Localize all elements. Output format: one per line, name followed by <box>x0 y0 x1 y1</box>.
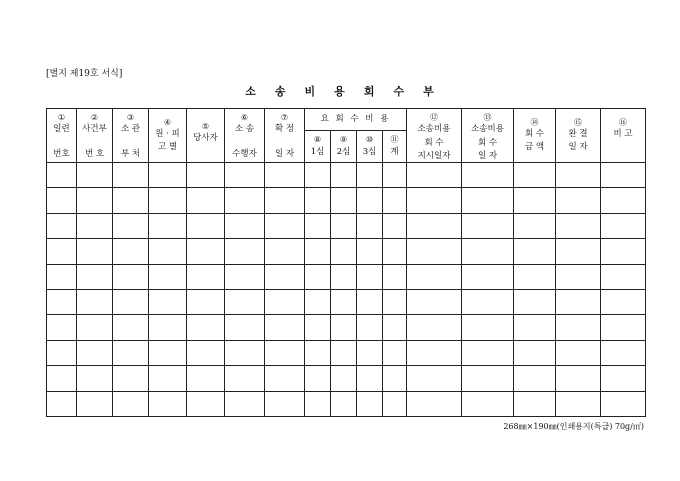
table-cell <box>225 239 265 264</box>
table-cell <box>47 163 77 188</box>
table-cell <box>357 239 383 264</box>
table-cell <box>601 366 646 391</box>
table-cell <box>305 213 331 238</box>
table-cell <box>149 289 187 314</box>
table-row <box>47 340 646 365</box>
ledger-table <box>46 108 646 417</box>
table-row <box>47 239 646 264</box>
table-cell <box>601 315 646 340</box>
table-cell <box>462 213 514 238</box>
table-cell <box>77 340 113 365</box>
table-row <box>47 264 646 289</box>
table-cell <box>305 188 331 213</box>
table-cell <box>357 163 383 188</box>
table-cell <box>357 213 383 238</box>
table-cell <box>357 366 383 391</box>
title-char: 용 <box>334 85 346 98</box>
table-cell <box>331 366 357 391</box>
table-cell <box>331 340 357 365</box>
table-cell <box>407 315 462 340</box>
table-cell <box>77 213 113 238</box>
table-cell <box>113 315 149 340</box>
table-cell <box>462 340 514 365</box>
table-cell <box>265 391 305 416</box>
table-cell <box>305 163 331 188</box>
table-cell <box>601 391 646 416</box>
table-cell <box>383 289 407 314</box>
table-cell <box>265 163 305 188</box>
table-cell <box>225 366 265 391</box>
table-cell <box>265 213 305 238</box>
table-cell <box>331 391 357 416</box>
table-cell <box>113 340 149 365</box>
table-cell <box>462 391 514 416</box>
table-cell <box>357 188 383 213</box>
table-cell <box>331 213 357 238</box>
table-cell <box>225 264 265 289</box>
table-row <box>47 315 646 340</box>
header-row-top <box>47 109 646 131</box>
table-row <box>47 289 646 314</box>
table-cell <box>225 188 265 213</box>
table-cell <box>514 188 556 213</box>
table-cell <box>225 315 265 340</box>
table-row <box>47 366 646 391</box>
table-cell <box>113 366 149 391</box>
table-cell <box>47 289 77 314</box>
table-cell <box>187 289 225 314</box>
table-cell <box>187 366 225 391</box>
table-cell <box>113 239 149 264</box>
table-cell <box>149 188 187 213</box>
table-cell <box>556 366 601 391</box>
table-cell <box>47 391 77 416</box>
table-cell <box>407 391 462 416</box>
table-cell <box>331 289 357 314</box>
table-cell <box>601 289 646 314</box>
title-char: 비 <box>304 85 317 98</box>
table-cell <box>462 163 514 188</box>
table-cell <box>305 366 331 391</box>
table-cell <box>462 366 514 391</box>
table-cell <box>407 213 462 238</box>
table-cell <box>601 264 646 289</box>
table-cell <box>187 163 225 188</box>
table-cell <box>514 239 556 264</box>
table-cell <box>407 264 462 289</box>
table-cell <box>601 188 646 213</box>
table-cell <box>383 264 407 289</box>
table-cell <box>331 188 357 213</box>
table-cell <box>149 264 187 289</box>
table-cell <box>556 289 601 314</box>
table-cell <box>187 315 225 340</box>
col-header-party: ⑤ 당사자 <box>187 109 225 163</box>
table-cell <box>514 213 556 238</box>
table-cell <box>47 213 77 238</box>
table-cell <box>187 264 225 289</box>
title-char: 소 <box>245 85 257 98</box>
table-cell <box>47 188 77 213</box>
table-cell <box>47 264 77 289</box>
table-cell <box>383 366 407 391</box>
table-cell <box>407 163 462 188</box>
table-cell <box>556 340 601 365</box>
table-cell <box>265 315 305 340</box>
table-cell <box>187 213 225 238</box>
table-cell <box>113 163 149 188</box>
table-cell <box>305 239 331 264</box>
table-row <box>47 213 646 238</box>
table-cell <box>265 340 305 365</box>
table-cell <box>556 239 601 264</box>
table-cell <box>462 264 514 289</box>
table-cell <box>601 340 646 365</box>
table-cell <box>187 239 225 264</box>
table-cell <box>149 340 187 365</box>
table-cell <box>113 188 149 213</box>
table-cell <box>305 391 331 416</box>
form-title <box>0 83 680 99</box>
table-cell <box>383 163 407 188</box>
table-cell <box>265 366 305 391</box>
table-cell <box>149 315 187 340</box>
table-cell <box>331 264 357 289</box>
table-cell <box>462 188 514 213</box>
table-cell <box>305 289 331 314</box>
table-cell <box>357 315 383 340</box>
table-cell <box>149 163 187 188</box>
table-cell <box>225 289 265 314</box>
table-cell <box>305 340 331 365</box>
table-cell <box>77 366 113 391</box>
table-cell <box>187 340 225 365</box>
table-cell <box>187 391 225 416</box>
table-cell <box>357 391 383 416</box>
table-cell <box>149 391 187 416</box>
table-cell <box>407 239 462 264</box>
paper-spec-note: 268㎜×190㎜(인쇄용지(특급) 70g/㎡) <box>503 422 644 431</box>
table-cell <box>77 264 113 289</box>
table-cell <box>514 366 556 391</box>
table-cell <box>514 340 556 365</box>
table-cell <box>331 163 357 188</box>
table-cell <box>462 239 514 264</box>
title-char: 부 <box>423 85 435 98</box>
table-cell <box>77 188 113 213</box>
table-cell <box>305 315 331 340</box>
table-cell <box>601 163 646 188</box>
table-cell <box>149 239 187 264</box>
table-cell <box>331 239 357 264</box>
table-cell <box>47 239 77 264</box>
sub-header-first-instance: ⑧ 1심 <box>305 131 331 163</box>
col-header-party-type: ④ 원 · 피 고 별 <box>149 109 187 163</box>
col-header-litigator: ⑥ 소 송 수행자 <box>225 109 265 163</box>
table-cell <box>357 340 383 365</box>
table-cell <box>77 315 113 340</box>
table-cell <box>357 289 383 314</box>
table-cell <box>305 264 331 289</box>
table-cell <box>113 289 149 314</box>
form-label: [별지 제19호 서식] <box>46 69 123 79</box>
table-cell <box>462 289 514 314</box>
table-cell <box>383 239 407 264</box>
table-cell <box>357 264 383 289</box>
table-cell <box>514 289 556 314</box>
table-cell <box>77 163 113 188</box>
sub-header-total: ⑪ 계 <box>383 131 407 163</box>
table-cell <box>113 391 149 416</box>
table-row <box>47 188 646 213</box>
col-header-completion-date: ⑮ 완 결 일 자 <box>556 109 601 163</box>
table-cell <box>514 391 556 416</box>
table-cell <box>265 188 305 213</box>
col-header-ministry: ③ 소 관 부 처 <box>113 109 149 163</box>
table-row <box>47 391 646 416</box>
table-cell <box>407 340 462 365</box>
group-header-recovery-cost: 요 회 수 비 용 <box>305 109 407 131</box>
table-cell <box>556 163 601 188</box>
table-cell <box>47 340 77 365</box>
table-cell <box>265 264 305 289</box>
title-char: 수 <box>393 85 406 98</box>
table-cell <box>77 289 113 314</box>
col-header-serial-number: ① 일련 번호 <box>47 109 77 163</box>
table-cell <box>601 239 646 264</box>
table-cell <box>383 315 407 340</box>
col-header-instruction-date: ⑫ 소송비용 회 수 지시일자 <box>407 109 462 163</box>
table-cell <box>514 163 556 188</box>
table-cell <box>149 366 187 391</box>
table-cell <box>556 391 601 416</box>
table-cell <box>514 264 556 289</box>
col-header-remarks: ⑯ 비 고 <box>601 109 646 163</box>
table-cell <box>225 391 265 416</box>
table-cell <box>47 315 77 340</box>
col-header-recovery-date: ⑬ 소송비용 회 수 일 자 <box>462 109 514 163</box>
sub-header-second-instance: ⑨ 2심 <box>331 131 357 163</box>
table-cell <box>383 391 407 416</box>
table-cell <box>407 188 462 213</box>
table-cell <box>383 213 407 238</box>
table-cell <box>149 213 187 238</box>
table-cell <box>47 366 77 391</box>
table-cell <box>383 340 407 365</box>
title-char: 회 <box>363 85 376 98</box>
table-cell <box>601 213 646 238</box>
sub-header-third-instance: ⑩ 3심 <box>357 131 383 163</box>
table-cell <box>225 213 265 238</box>
table-cell <box>556 213 601 238</box>
table-cell <box>462 315 514 340</box>
table-cell <box>187 188 225 213</box>
table-cell <box>113 264 149 289</box>
table-cell <box>225 340 265 365</box>
table-cell <box>265 289 305 314</box>
table-cell <box>265 239 305 264</box>
table-cell <box>331 315 357 340</box>
table-cell <box>556 264 601 289</box>
col-header-case-number: ② 사건부 번 호 <box>77 109 113 163</box>
table-cell <box>77 239 113 264</box>
table-cell <box>407 289 462 314</box>
table-cell <box>556 315 601 340</box>
table-cell <box>407 366 462 391</box>
table-cell <box>225 163 265 188</box>
table-cell <box>77 391 113 416</box>
col-header-recovery-amount: ⑭ 회 수 금 액 <box>514 109 556 163</box>
table-cell <box>383 188 407 213</box>
title-char: 송 <box>274 85 287 98</box>
table-cell <box>556 188 601 213</box>
table-cell <box>514 315 556 340</box>
table-row <box>47 163 646 188</box>
table-cell <box>113 213 149 238</box>
col-header-confirm-date: ⑦ 확 정 일 자 <box>265 109 305 163</box>
